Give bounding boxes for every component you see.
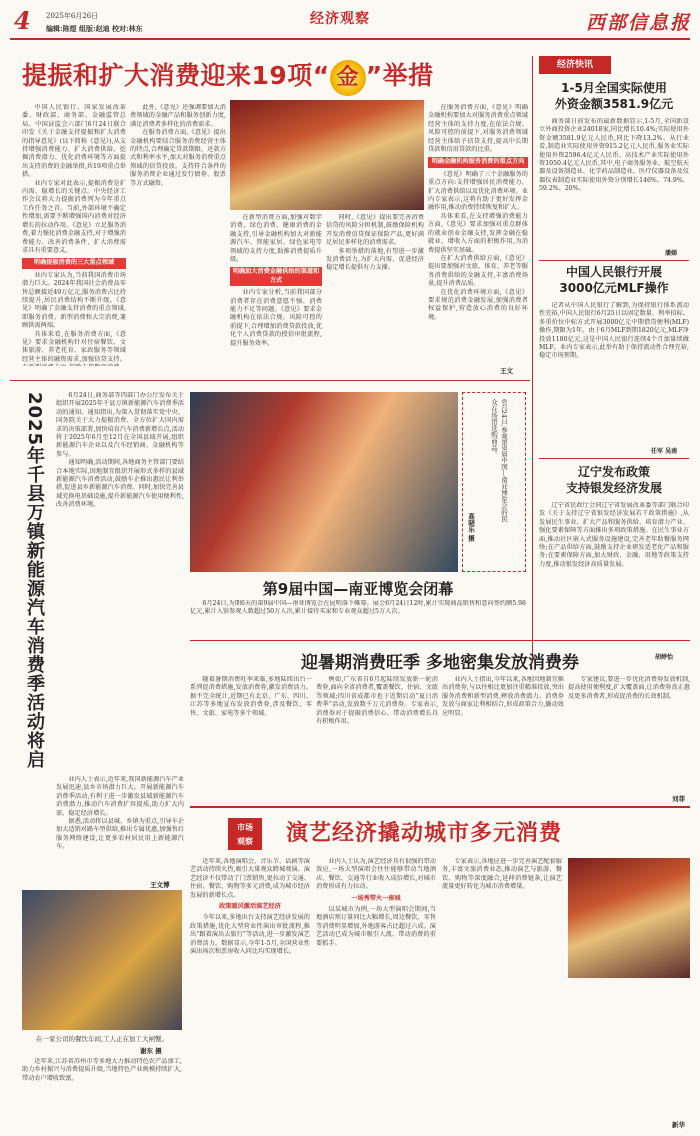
masthead [0, 0, 700, 50]
summer-para: 专家建议,要进一步优化消费券发放机制,提高使用便利度,扩大覆盖面,让消费券真正惠及更多消费者,形成促消费的长效机制。 [568, 676, 690, 700]
flash-news-1-body [539, 118, 689, 246]
lead-subhead: 明确提振消费的三大重点领域 [22, 258, 126, 268]
summer-col-3 [442, 676, 564, 792]
section-title: 经济观察 [310, 11, 370, 27]
culture-para: 业内人士认为,演艺经济具有很强的带动效应,一场大型演唱会往往能够带动当地酒店、餐饮、交通等行业收入成倍增长,对城市消费形成有力拉动。 [316, 858, 436, 891]
flash-title-line: 辽宁发布政策 [577, 465, 650, 479]
flash-divider [539, 458, 689, 459]
culture-subhead: 一场秀带火一座城 [351, 894, 401, 902]
flash-news-2-body [539, 302, 689, 444]
lead-para: 多项举措的落地,有望进一步激发消费活力,为扩大内需、促进经济稳定增长提供有力支撑。 [326, 247, 424, 272]
section-divider [190, 640, 690, 641]
lead-author: 王文 [500, 367, 513, 375]
crab-photo [22, 890, 182, 1030]
flash-news-2-author: 任军 吴南 [651, 448, 678, 455]
flash-title-line: 3000亿元MLF操作 [559, 281, 669, 295]
editors-line: 编辑:陈煜 组版:赵迪 校对:林东 [46, 24, 143, 33]
feature-col-2 [56, 776, 184, 876]
flash-para: 辽宁省民政厅会同辽宁省发展改革委等部门联合印发《关于支持辽宁省银发经济发展若干政策措施》,从发展民生事业、扩大产品和服务供给、培育潜力产业、强化要素保障等方面推出多项政策措施。在民生事业方面,推动社区嵌入式服务设施建设,完善老年助餐服务网络;在产品供给方面,鼓励支持企业研发适老化产品和服务;在要素保障方面,加大财政、金融、用地等政策支持力度,推动银发经济高质量发展。 [539, 502, 689, 568]
lead-para: 业内专家分析,当前我国部分消费者存在消费意愿不强、消费能力不足等问题。《意见》要求金融机构在依法合规、风险可控的前提下,合理增加消费贷款投放,优化个人消费贷款的授信审批流程,提升服务效率。 [230, 289, 322, 347]
culture-col-1 [190, 858, 310, 1124]
lead-headline-post: ”举措 [365, 61, 434, 90]
lead-col-5 [428, 104, 528, 366]
feature-para: 6月24日,商务部等四部门办公厅发布关于组织开展2025年千县万镇新能源汽车消费季活动的通知。通知指出,为深入贯彻落实党中央、国务院关于大力提振消费、全方位扩大国内需求的决策部署,加快培育汽车消费新增长点,活动将于2025年6月至12月在全国县域开展,组织新能源汽车企业以及汽车经销商、金融机构等参与。 [56, 392, 184, 458]
flash-news-1-author: 潘娣 [665, 250, 678, 257]
expo-caption [190, 600, 526, 630]
lead-para: 中国人民银行、国家发展改革委、财政部、商务部、金融监管总局、中国证监会六部门6月24日联合印发《关于金融支持提振和扩大消费的指导意见》(以下简称《意见》),从支持增强消费能力、扩大消费供给、挖掘消费潜力、优化消费环境等方面提出支持消费的金融举措,共19项重点举措。 [22, 104, 126, 179]
culture-para: 今年以来,多地出台支持演艺经济发展的政策措施,优化大型营业性演出审批流程,推出“跟着演出去旅行”等活动,进一步激发演艺消费活力。数据显示,今年1-5月,全国营业性演出场次和票房收入同比均实现增长。 [190, 914, 310, 956]
lead-para: 在服务消费方面,《意见》明确金融机构要加大对服务消费重点领域经营主体的支持力度,在依法合规、风险可控的前提下,对服务消费领域经营主体给予信贷支持,提高中长期贷款和信用贷款的比重。 [428, 104, 528, 154]
lead-col-1 [22, 104, 126, 366]
market-label-line: 市场 [237, 822, 253, 832]
lead-col-4 [326, 214, 424, 366]
feature-col-1 [56, 392, 184, 772]
culture-para: 专家表示,各地应进一步完善演艺配套服务,丰富文旅消费业态,推动演艺与旅游、餐饮、购物等深度融合,延伸消费链条,让演艺流量更好转化为城市消费增量。 [442, 858, 562, 891]
section-divider [190, 806, 690, 808]
flash-column [532, 56, 692, 662]
lead-para: 业内专家认为,当前我国消费市场潜力巨大。2024年我国社会消费品零售总额接近49万亿元,服务消费占比持续提升,居民消费结构不断升级。《意见》明确了金融支持消费的重点领域,即服务消费、新型消费和大宗消费,兼顾供需两端。 [22, 271, 126, 330]
flash-news-3-author: 胡婷怡 [655, 654, 674, 661]
flash-divider [539, 260, 689, 261]
lead-para: 具体来看,在服务消费方面,《意见》要求金融机构针对住宿餐饮、文体旅游、养老托育、家政服务等领域经营主体的融资需求,加强信贷支持。 [22, 330, 126, 363]
lead-headline-pre: 提振和扩大消费迎来19项“ [22, 61, 330, 90]
culture-subhead: 政策暖风激活演艺经济 [219, 903, 281, 911]
header-rule [10, 38, 690, 40]
expo-vert-caption: 6月24日,参观第9届中国—南亚博览会的民众在场馆选购商品。 [490, 399, 508, 522]
paper-logo: 西部信息报 [586, 12, 692, 34]
flash-title-line: 中国人民银行开展 [565, 265, 662, 279]
section-divider [10, 380, 530, 381]
issue-date: 2025年6月26日 [46, 12, 99, 20]
expo-vert-caption-box [462, 392, 526, 572]
lead-para: 在扩大消费供给方面,《意见》提出要加强对文旅、体育、养老等服务消费供给的金融支持,丰富消费场景,提升消费品质。 [428, 254, 528, 288]
lead-col-2 [130, 104, 226, 366]
crab-photo-note [22, 1058, 182, 1118]
summer-col-4 [568, 676, 690, 792]
summer-para: 例如,广东省自6月起陆续发放新一轮消费券,面向全省消费者,覆盖餐饮、住宿、文旅等领域;四川省成都市也于近期启动“夏日消费季”活动,发放数千万元消费券。专家表示,消费券对于提振消费信心、带动消费增长具有积极作用。 [316, 676, 438, 726]
expo-caption-text: 6月24日,为期6天的第9届中国—南亚博览会在昆明落下帷幕。展会6月24日12时,累计实现商品销售和意向签约额5.98亿元,累计入馆参观人数超过50万人次,累计接待买家和专业观众超过5万人次。 [190, 600, 526, 616]
lead-para: 同时,《意见》提出要完善消费信贷的风险分担机制,鼓励保险机构开发消费信贷保证保险产品,更好满足居民多样化的消费需求。 [326, 214, 424, 247]
feature-author: 王文博 [150, 881, 170, 889]
lead-subhead: 明确加大消费金融供给的渠道和方式 [230, 267, 322, 286]
flash-news-2-title [539, 264, 689, 296]
crab-note-text: 近年来,江苏省苏州市等多地大力推动特色农产品加工,助力乡村振兴与消费提质升级,当地特色产业规模持续扩大,带动农户增收致富。 [22, 1058, 182, 1082]
lead-subhead: 明确金融机构服务消费的重点方向 [428, 157, 528, 167]
culture-author: 新华 [672, 1121, 685, 1129]
market-label [228, 818, 262, 850]
feature-para: 通知明确,活动期间,各地商务主管部门要结合本地实际,因地制宜组织开展形式多样的县域新能源汽车消费活动,鼓励车企推出惠民让利举措,促进县乡新能源汽车消费。同时,加快完善县域充换电基础设施,提升新能源汽车使用便利性,改善消费环境。 [56, 459, 184, 509]
performance-photo [568, 858, 690, 978]
expo-vert-credit: 高晓乐 摄 [467, 513, 475, 542]
lead-para: 具体来看,在支持增强消费能力方面,《意见》要求加强对重点群体的就业创业金融支持,发挥金融在稳就业、增收入方面的积极作用,为消费提供坚实基础。 [428, 212, 528, 254]
lead-col-3 [230, 214, 322, 366]
culture-col-2 [316, 858, 436, 1124]
summer-headline: 迎暑期消费旺季 多地密集发放消费券 [301, 653, 579, 673]
lead-para: 此外,《意见》还强调要加大消费领域的金融产品和服务创新力度,满足消费者多样化的消费需求。 [130, 104, 226, 128]
flash-para: 商务部日前发布的最新数据显示,1-5月,全国新设立外商投资企业24018家,同比增长10.4%;实际使用外资金额3581.9亿元人民币,同比下降13.2%。从行业看,制造业实际使用外资915.2亿元人民币,服务业实际使用外资2596.4亿元人民币。高技术产业实际使用外资1050.4亿元人民币,其中,电子商务服务业、航空航天器及设备制造业、化学药品制造业、医疗仪器设备及仪器仪表制造业实际使用外资分别增长146%、74.9%、59.2%、20%。 [539, 118, 689, 193]
summer-author: 刘菲 [672, 795, 685, 803]
feature-headline: 2025年千县万镇新能源汽车消费季活动将启 [24, 392, 45, 770]
lead-para: 业内专家对此表示,提振消费是扩内需、稳增长的关键点。中央经济工作会议将大力提振消费列为今年重点工作任务之首。当前,外部环境不确定性增加,需要不断增强国内消费对经济增长的拉动作用。《意见》立足服务消费,着力强化消费金融支持,对于增强消费能力、改善消费条件、扩大消费需求具有重要意义。 [22, 179, 126, 254]
culture-para: 以某城市为例,一场大型演唱会期间,当地酒店预订量同比大幅增长,周边餐饮、零售等消费明显增加,外地游客占比超过六成。演艺活动已成为城市吸引人流、带动消费的重要抓手。 [316, 906, 436, 947]
flash-title-line: 支持银发经济发展 [565, 481, 662, 495]
lead-headline [22, 56, 522, 98]
flash-news-3-body [539, 502, 689, 650]
summer-col-2 [316, 676, 438, 792]
lead-para: 在服务消费方面,《意见》提出金融机构要结合服务消费经营主体的特点,合理确定贷款期限、还款方式和利率水平,加大对服务消费重点领域的信贷投放。支持符合条件的服务消费企业通过发行债券、股票等方式融资。 [130, 129, 226, 187]
flash-para: 记者从中国人民银行了解到,为保持银行体系流动性充裕,中国人民银行6月25日以固定数量、利率招标、多重价位中标方式开展3000亿元中期借贷便利(MLF)操作,期限为1年。由于6月MLF到期1820亿元,MLF净投放1180亿元,这是中国人民银行连续4个月加量续做MLF。业内专家表示,此举有助于保持流动性合理充裕,稳定市场预期。 [539, 302, 689, 360]
flash-news-3-title [539, 464, 689, 496]
lead-photo [230, 100, 424, 210]
market-label-line: 观察 [237, 836, 253, 846]
flash-title-line: 1-5月全国实际使用 [561, 81, 667, 95]
gold-char: 金 [330, 60, 366, 96]
page-number: 4 [14, 6, 31, 35]
summer-col-1 [190, 676, 312, 792]
lead-para: 在优化消费环境方面,《意见》要求规范消费金融发展,加强消费者权益保护,营造放心消费的良好环境。 [428, 288, 528, 321]
feature-para: 据悉,活动将以县城、乡镇为重点,引导车企加大适销对路车型供给,推出专属优惠,加强售后服务网络建设,让更多农村居民用上新能源汽车。 [56, 818, 184, 851]
expo-photo [190, 392, 458, 572]
crab-photo-caption: 在一家公司的餐饮车间,工人正在加工大闸蟹。 [35, 1035, 169, 1043]
lead-para: 在新型消费方面,加强对数字消费、绿色消费、健康消费的金融支持,引导金融机构加大对新能源汽车、智能家居、绿色家电等领域的支持力度,助推消费提质升级。 [230, 214, 322, 264]
feature-para: 业内人士表示,近年来,我国新能源汽车产业发展迅速,县乡市场潜力巨大。开展新能源汽车消费季活动,有利于进一步激发县域新能源汽车消费潜力,推动汽车消费扩容提质,助力扩大内需、稳定经济增长。 [56, 776, 184, 817]
summer-para: 业内人士指出,今年以来,各地因地制宜推出消费券,与以往相比更加注重精准投放,突出服务消费和新型消费,释放消费潜力。消费券发放与商家让利相结合,形成政策合力,撬动效应明显。 [442, 676, 564, 717]
flash-label: 经济快讯 [539, 56, 611, 74]
flash-news-1-title [539, 80, 689, 112]
summer-para: 随着暑期消费旺季来临,多地陆续出台一系列促消费措施,发放消费券,激发消费活力。据不完全统计,近期已有北京、广东、四川、江苏等多地宣布发放消费券,涉及餐饮、零售、文旅、家电等多个领域。 [190, 676, 312, 717]
flash-title-line: 外资金额3581.9亿元 [554, 97, 674, 111]
expo-headline: 第9届中国—南亚博览会闭幕 [262, 580, 454, 598]
culture-headline: 演艺经济撬动城市多元消费 [286, 821, 563, 846]
lead-para: 《意见》明确了三个金融服务的重点方向:支持增强居民消费能力、扩大消费供给以及优化消费环境。业内专家表示,这将有助于更好发挥金融作用,推动消费持续恢复和扩大。 [428, 170, 528, 212]
crab-photo-credit: 谢东 摄 [140, 1047, 162, 1055]
culture-col-3 [442, 858, 562, 1124]
culture-para: 近年来,各地演唱会、音乐节、话剧等演艺活动持续火热,吸引大量观众跨城观演。演艺经济不仅带动了门票销售,更拉动了交通、住宿、餐饮、购物等多元消费,成为城市经济发展的新增长点。 [190, 858, 310, 899]
